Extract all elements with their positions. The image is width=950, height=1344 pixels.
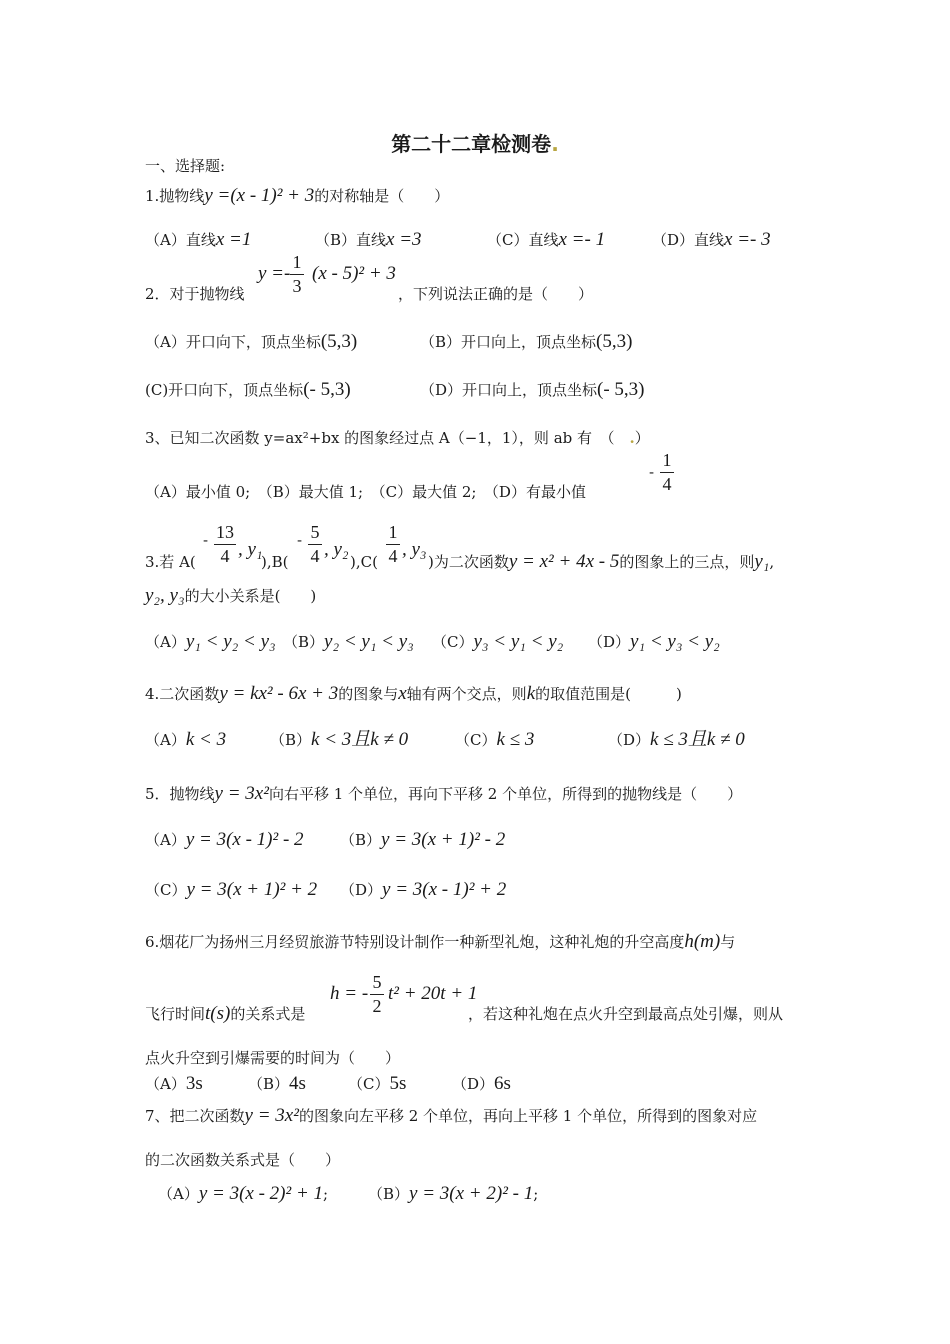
- question-7: 7、把二次函数y = 3x²的图象向左平移 2 个单位，再向上平移 1 个单位，所得到的图象对应: [145, 1105, 758, 1126]
- q2-option-b: （B）开口向上，顶点坐标(5,3): [420, 331, 633, 352]
- title-dot: .: [551, 132, 559, 156]
- q3b-p2-sign: -: [297, 531, 303, 549]
- q1-option-b: （B）直线x =3: [315, 229, 422, 250]
- q3a-frac-sign: -: [649, 463, 655, 481]
- q3a-fraction: 1 4: [660, 450, 674, 495]
- q4-option-b: （B）k < 3且k ≠ 0: [270, 729, 409, 750]
- q3b-p3-fraction: 1 4: [386, 522, 400, 567]
- q1-option-c: （C）直线x =- 1: [487, 229, 606, 250]
- q3b-option-c: （C）y₃ < y₁ < y₂: [432, 631, 564, 652]
- q6-line2-tail: ，若这种礼炮在点火升空到最高点处引爆，则从: [468, 1005, 784, 1023]
- section-heading: 一、选择题:: [145, 157, 226, 175]
- q3b-option-b: （B）y₂ < y₁ < y₃: [283, 631, 414, 652]
- q7-option-b: （B）y = 3(x + 2)² - 1;: [368, 1183, 539, 1204]
- q6-fraction: 5 2: [370, 972, 384, 1017]
- q3b-p3-y: , y₃: [402, 539, 427, 560]
- q2-option-c: (C)开口向下，顶点坐标(- 5,3): [145, 379, 351, 400]
- q6-option-a: （A）3s: [145, 1073, 203, 1094]
- q1-option-d: （D）直线x =- 3: [652, 229, 771, 250]
- q2-formula-pre: y =-: [258, 263, 291, 284]
- q6-line3: 点火升空到引爆需要的时间为（ ）: [145, 1049, 401, 1067]
- q7-line2: 的二次函数关系式是（ ）: [145, 1151, 341, 1169]
- q3a-options: （A）最小值 0; （B）最大值 1; （C）最大值 2; （D）有最小值: [145, 483, 586, 501]
- q6-option-d: （D）6s: [452, 1073, 511, 1094]
- q3b-option-d: （D）y₁ < y₃ < y₂: [588, 631, 720, 652]
- q3b-p2-y: , y₂: [324, 539, 349, 560]
- q2-tail: ，下列说法正确的是（ ）: [398, 285, 594, 303]
- q3b-p1-sign: -: [203, 531, 209, 549]
- q6-formula-post: t² + 20t + 1: [388, 983, 478, 1004]
- q6-option-c: （C）5s: [348, 1073, 407, 1094]
- question-3a: 3、已知二次函数 y=ax²+bx 的图象经过点 A（−1，1），则 ab 有 （ .）: [145, 429, 650, 447]
- q3b-p1-y: , y₁: [238, 539, 263, 560]
- q7-option-a: （A）y = 3(x - 2)² + 1;: [158, 1183, 329, 1204]
- q5-option-b: （B）y = 3(x + 1)² - 2: [340, 829, 506, 850]
- q3b-p1-fraction: 13 4: [216, 522, 234, 566]
- q2-fraction: 1 3: [290, 252, 304, 297]
- q3b-stem-c: ),C(: [350, 553, 378, 571]
- q5-option-a: （A）y = 3(x - 1)² - 2: [145, 829, 304, 850]
- question-2-stem: 2．对于抛物线: [145, 285, 245, 303]
- question-1: 1.抛物线y =(x - 1)² + 3的对称轴是（ ）: [145, 185, 450, 206]
- q2-formula-post: (x - 5)² + 3: [312, 263, 396, 284]
- q5-option-c: （C）y = 3(x + 1)² + 2: [145, 879, 318, 900]
- q5-option-d: （D）y = 3(x - 1)² + 2: [340, 879, 507, 900]
- question-5: 5．抛物线y = 3x²向右平移 1 个单位，再向下平移 2 个单位，所得到的抛物线是（ ）: [145, 783, 743, 804]
- page-title: 第二十二章检测卷.: [391, 132, 559, 156]
- q6-line2-pre: 飞行时间t(s)的关系式是: [145, 1003, 306, 1024]
- q1-option-a: （A）直线x =1: [145, 229, 252, 250]
- q2-option-a: （A）开口向下，顶点坐标(5,3): [145, 331, 358, 352]
- q3b-line2: y₂, y₃的大小关系是( ): [145, 585, 317, 606]
- q4-option-c: （C）k ≤ 3: [455, 729, 535, 750]
- q4-option-a: （A）k < 3: [145, 729, 227, 750]
- q2-option-d: （D）开口向上，顶点坐标(- 5,3): [420, 379, 645, 400]
- q3b-stem-b: ),B(: [261, 553, 289, 571]
- q3b-p2-fraction: 5 4: [308, 522, 322, 567]
- q3b-option-a: （A）y₁ < y₂ < y₃: [145, 631, 276, 652]
- question-6: 6.烟花厂为扬州三月经贸旅游节特别设计制作一种新型礼炮，这种礼炮的升空高度h(m)与: [145, 931, 736, 952]
- q3b-stem-d: )为二次函数y = x² + 4x - 5的图象上的三点，则y₁,: [428, 551, 775, 572]
- q4-option-d: （D）k ≤ 3且k ≠ 0: [608, 729, 745, 750]
- question-4: 4.二次函数y = kx² - 6x + 3的图象与x轴有两个交点，则k的取值范围是( ): [145, 683, 682, 704]
- q6-option-b: （B）4s: [248, 1073, 306, 1094]
- q3b-stem-a: 3.若 A(: [145, 553, 196, 571]
- q6-formula-pre: h = -: [330, 983, 369, 1004]
